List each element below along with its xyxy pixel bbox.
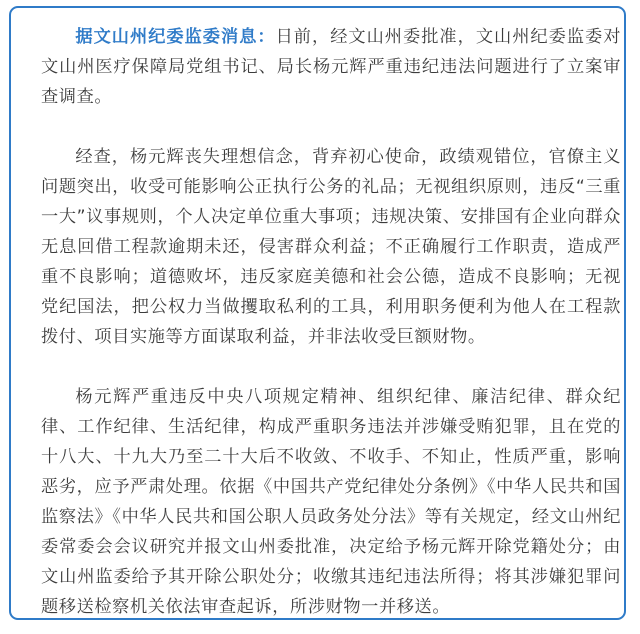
source-lead: 据文山州纪委监委消息： bbox=[75, 27, 276, 47]
paragraph-text: 日前，经文山州委批准，文山州纪委监委对文山州医疗保障局党组书记、局长杨元辉严重违纪违法问题进行了立案审查调查。 bbox=[41, 27, 622, 107]
paragraph-decision bbox=[41, 382, 621, 622]
paragraph-findings bbox=[41, 142, 621, 352]
paragraph-intro bbox=[41, 22, 621, 112]
article-card bbox=[9, 6, 626, 620]
article-body bbox=[41, 22, 621, 622]
paragraph-text: 经查，杨元辉丧失理想信念，背弃初心使命，政绩观错位，官僚主义问题突出，收受可能影响公正执行公务的礼品；无视组织原则，违反“三重一大”议事规则，个人决定单位重大事项；违规决策、安排国有企业向群众无息回借工程款逾期未还，侵害群众利益；不正确履行工作职责，造成严重不良影响；道德败坏，违反家庭美德和社会公德，造成不良影响；无视党纪国法，把公权力当做攫取私利的工具，利用职务便利为他人在工程款拨付、项目实施等方面谋取利益，并非法收受巨额财物。 bbox=[41, 147, 621, 347]
paragraph-text: 杨元辉严重违反中央八项规定精神、组织纪律、廉洁纪律、群众纪律、工作纪律、生活纪律，构成严重职务违法并涉嫌受贿犯罪，且在党的十八大、十九大乃至二十大后不收敛、不收手、不知止，性质严重，影响恶劣，应予严肃处理。依据《中国共产党纪律处分条例》《中华人民共和国监察法》《中华人民共和国公职人员政务处分法》等有关规定，经文山州纪委常委会会议研究并报文山州委批准，决定给予杨元辉开除党籍处分；由文山州监委给予其开除公职处分；收缴其违纪违法所得；将其涉嫌犯罪问题移送检察机关依法审查起诉，所涉财物一并移送。 bbox=[41, 387, 621, 617]
